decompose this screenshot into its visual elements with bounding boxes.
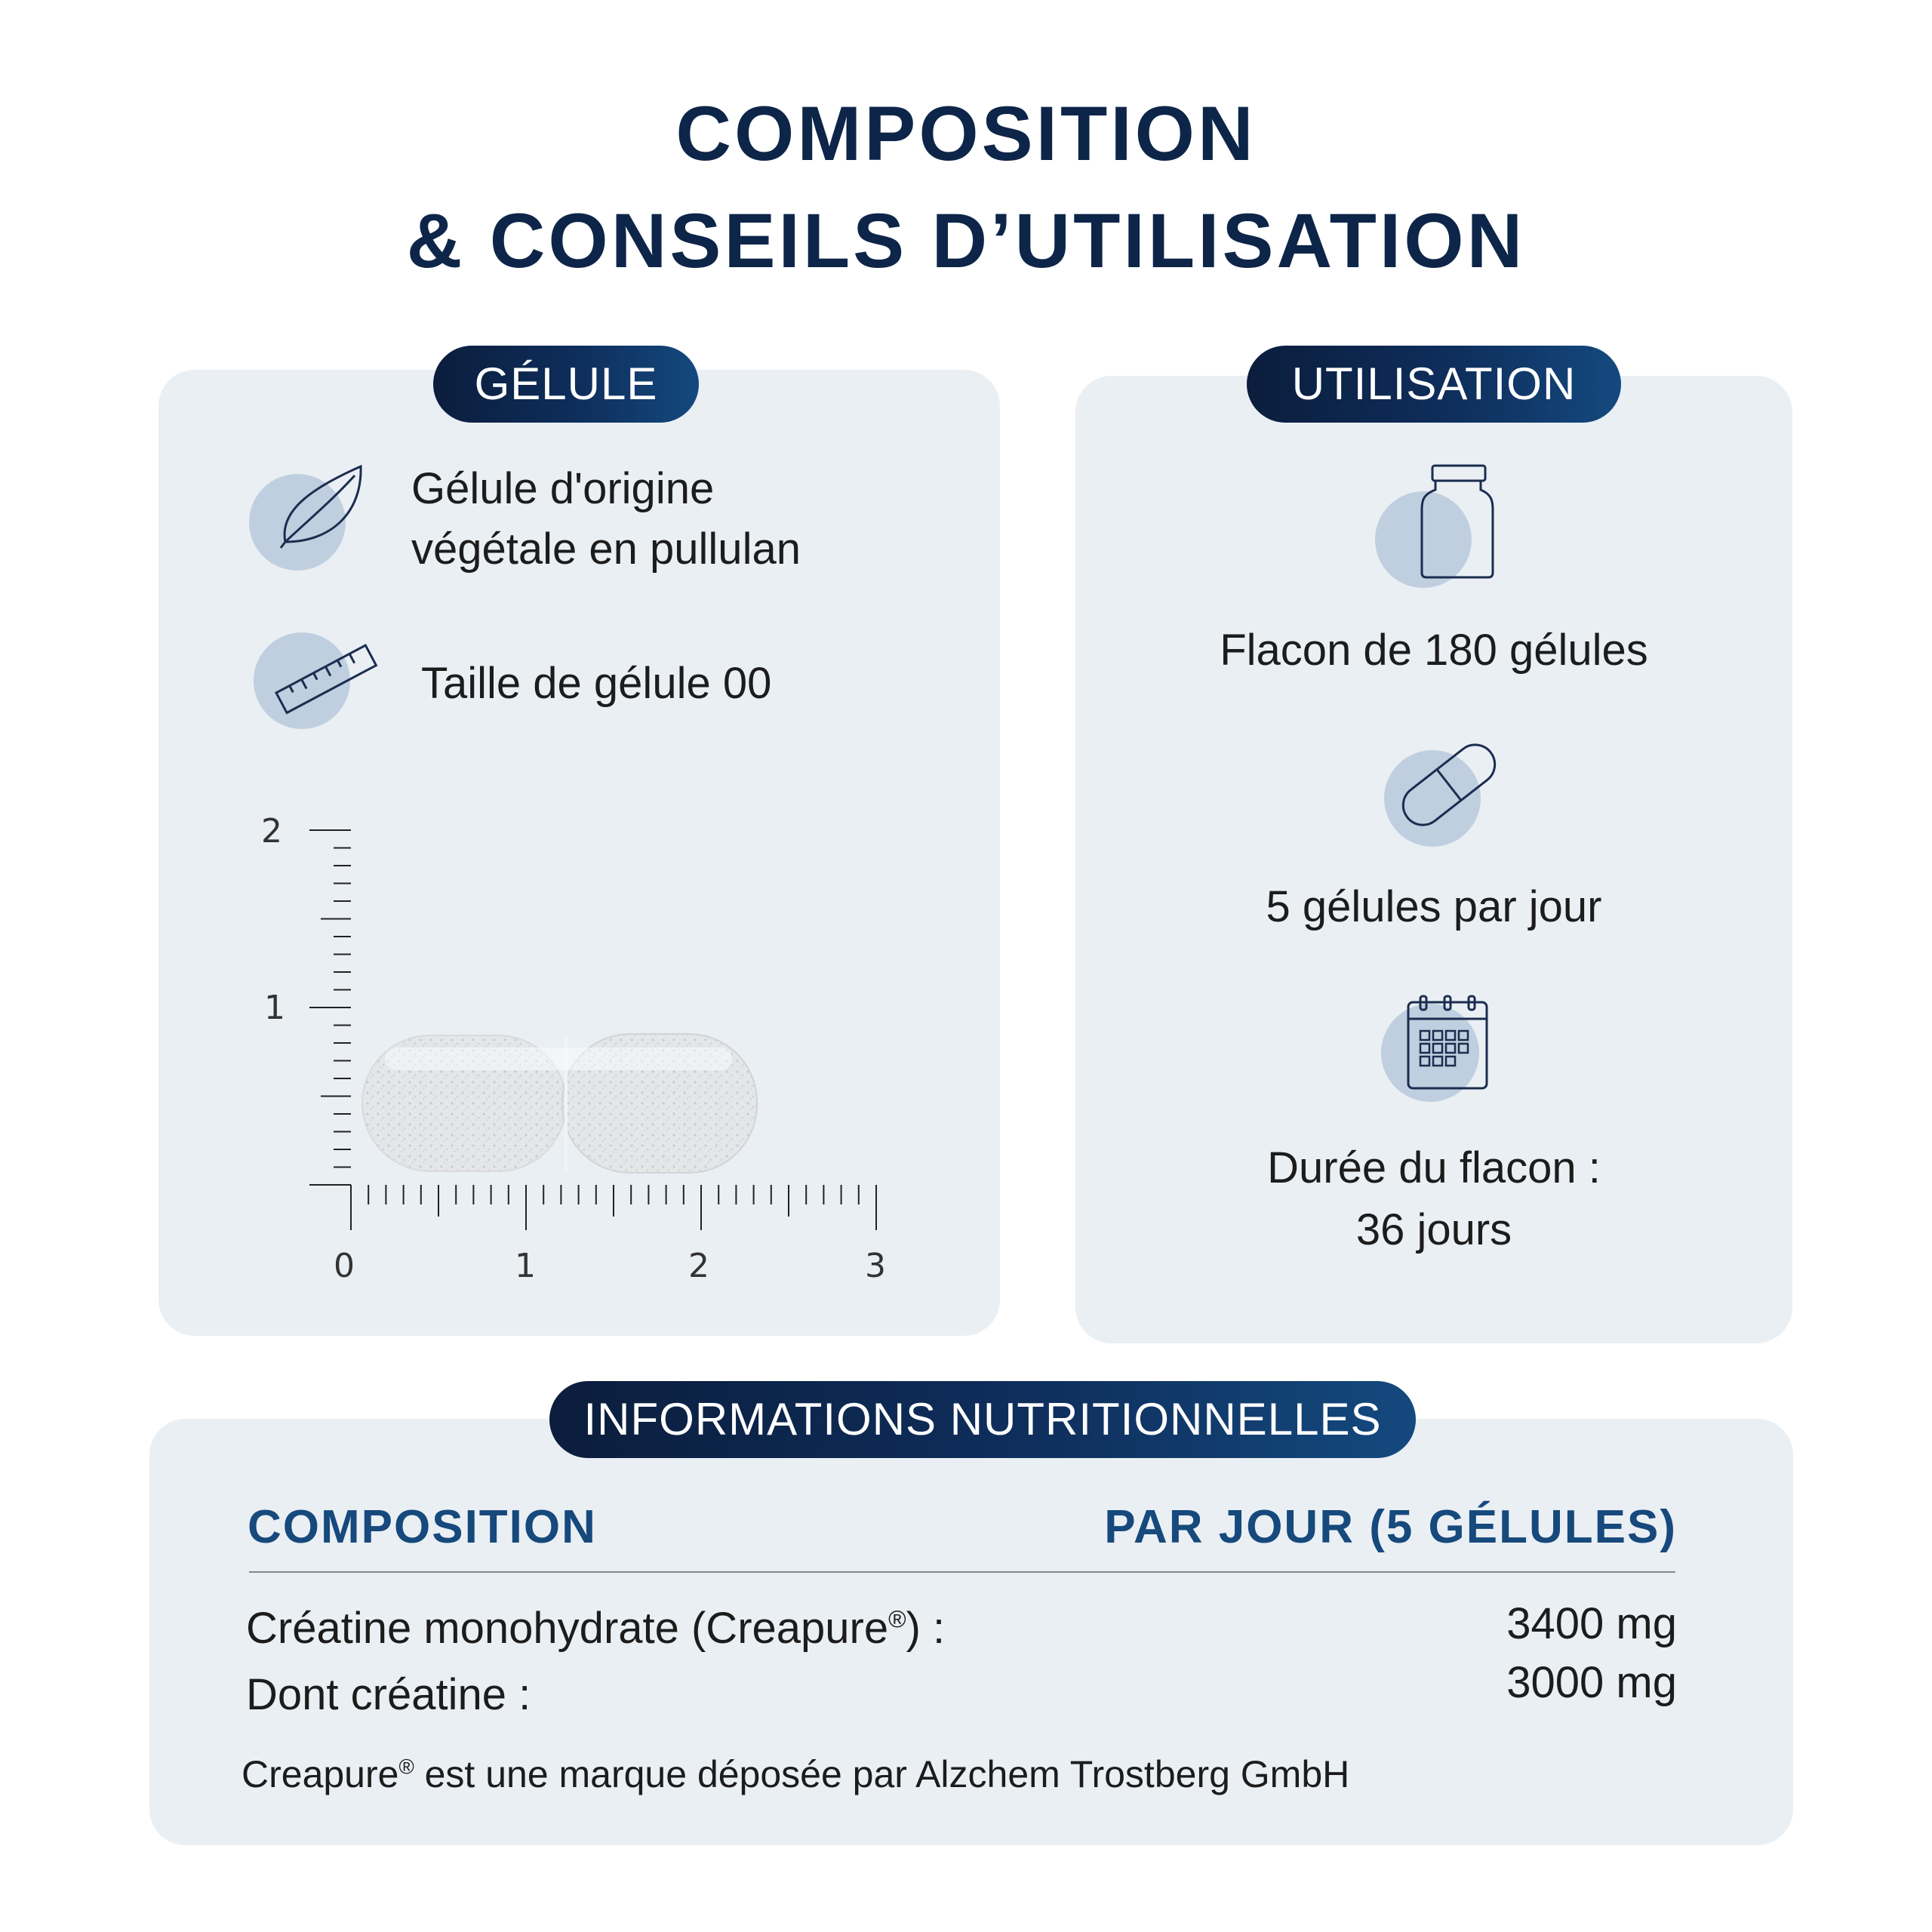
ruler-x-label-1: 1 xyxy=(515,1247,536,1285)
ruler-graphic xyxy=(249,815,913,1298)
nutrition-row-creatine-monohydrate-value: 3400 mg xyxy=(1506,1599,1677,1648)
calendar-icon xyxy=(1381,993,1509,1106)
ruler-y-label-2: 2 xyxy=(261,812,282,851)
utilisation-item-duration-line1: Durée du flacon : xyxy=(1267,1143,1601,1192)
gelule-item-origin-line1: Gélule d'origine xyxy=(411,464,715,513)
utilisation-item-duration-line2: 36 jours xyxy=(1355,1205,1512,1254)
row-label-text: Créatine monohydrate (Creapure xyxy=(246,1604,889,1653)
nutrition-footnote xyxy=(242,1752,1349,1796)
calendar-cell xyxy=(1420,1044,1429,1053)
page-title-line2: & CONSEILS D’UTILISATION xyxy=(406,198,1526,284)
gelule-item-size: Taille de gélule 00 xyxy=(421,659,772,708)
registered-mark: ® xyxy=(888,1605,906,1633)
nutrition-col-composition: COMPOSITION xyxy=(248,1501,597,1553)
calendar-cell xyxy=(1420,1057,1429,1066)
nutrition-row-creatine-value: 3000 mg xyxy=(1506,1658,1677,1707)
bottle-icon xyxy=(1375,464,1496,577)
nutrition-badge: INFORMATIONS NUTRITIONNELLES xyxy=(549,1381,1416,1458)
calendar-cell xyxy=(1459,1044,1468,1053)
calendar-cell xyxy=(1446,1057,1455,1066)
calendar-cell xyxy=(1433,1044,1442,1053)
leaf-icon xyxy=(249,466,370,572)
capsule-icon xyxy=(1384,746,1505,851)
ruler-x-label-0: 0 xyxy=(334,1247,355,1285)
nutrition-divider xyxy=(249,1571,1675,1573)
calendar-cell xyxy=(1446,1044,1455,1053)
footnote-registered-mark: ® xyxy=(398,1755,414,1779)
gelule-badge: GÉLULE xyxy=(433,346,699,423)
utilisation-badge: UTILISATION xyxy=(1247,346,1621,423)
row-label-end: ) : xyxy=(906,1604,946,1653)
footnote-brand: Creapure xyxy=(242,1753,399,1795)
ruler-x-label-2: 2 xyxy=(688,1247,709,1285)
calendar-cell xyxy=(1433,1057,1442,1066)
capsule-image xyxy=(362,1034,757,1173)
footnote-text: est une marque déposée par Alzchem Trostberg GmbH xyxy=(414,1753,1350,1795)
utilisation-item-bottle: Flacon de 180 gélules xyxy=(1220,626,1648,675)
ruler-x-label-3: 3 xyxy=(865,1247,886,1285)
page-title-line1: COMPOSITION xyxy=(675,91,1257,177)
calendar-cell xyxy=(1446,1031,1455,1040)
calendar-cell xyxy=(1420,1031,1429,1040)
utilisation-item-dose: 5 gélules par jour xyxy=(1266,882,1602,931)
nutrition-row-creatine-label: Dont créatine : xyxy=(246,1670,531,1719)
ruler-y-label-1: 1 xyxy=(264,989,285,1027)
nutrition-col-per-day: PAR JOUR (5 GÉLULES) xyxy=(1104,1501,1677,1553)
calendar-cell xyxy=(1433,1031,1442,1040)
gelule-item-origin-line2: végétale en pullulan xyxy=(411,525,801,574)
calendar-cell xyxy=(1459,1031,1468,1040)
nutrition-row-creatine-monohydrate-label xyxy=(246,1603,945,1654)
capsule-ruler xyxy=(249,815,913,1302)
ruler-icon xyxy=(254,623,382,729)
